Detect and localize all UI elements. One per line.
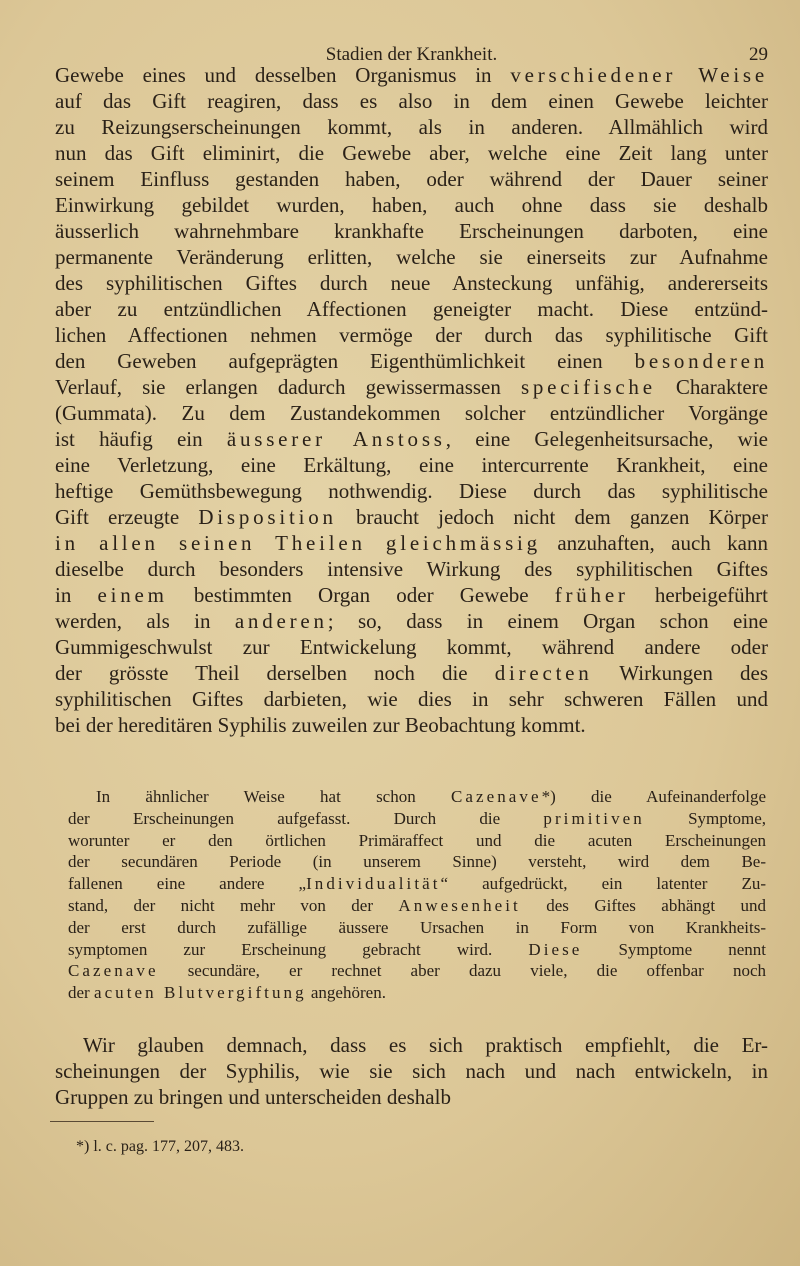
text-segment: herbeigeführt <box>628 583 768 607</box>
text-line <box>55 426 768 452</box>
text-segment: Symptome, <box>644 808 766 828</box>
text-segment: stand, der nicht mehr von der <box>68 895 399 915</box>
text-segment: aber zu entzündlichen Affectionen geneigter macht. Diese entzünd- <box>55 297 768 321</box>
emphasized-text: besonderen <box>634 349 768 373</box>
text-segment: ; so, dass in einem Organ schon eine <box>327 609 768 633</box>
text-segment: äusserlich wahrnehmbare krankhafte Erscheinungen darboten, eine <box>55 219 768 243</box>
emphasized-text: anderen <box>234 609 328 633</box>
text-line <box>55 634 768 660</box>
text-segment: zu Reizungserscheinungen kommt, als in anderen. Allmählich wird <box>55 115 768 139</box>
footnote-divider <box>50 1121 154 1122</box>
text-segment: Gift erzeugte <box>55 505 199 529</box>
text-segment: Verlauf, sie erlangen dadurch gewissermassen <box>55 375 521 399</box>
text-segment: des syphilitischen Giftes durch neue Ansteckung unfähig, andererseits <box>55 271 768 295</box>
text-line <box>68 873 766 895</box>
text-line <box>55 166 768 192</box>
text-segment: Einwirkung gebildet wurden, haben, auch ohne dass sie deshalb <box>55 193 768 217</box>
text-segment: der erst durch zufällige äussere Ursachen in Form von Krankheits- <box>68 917 766 937</box>
text-line <box>68 786 766 808</box>
emphasized-text: einem <box>97 583 168 607</box>
text-segment: in <box>55 583 98 607</box>
text-line <box>55 712 768 738</box>
emphasized-text: Diese <box>528 939 583 959</box>
text-segment: der Erscheinungen aufgefasst. Durch die <box>68 808 544 828</box>
text-line <box>55 582 768 608</box>
text-line <box>55 244 768 270</box>
text-segment: syphilitischen Giftes darbieten, wie dies in sehr schweren Fällen und <box>55 687 768 711</box>
text-line <box>55 322 768 348</box>
text-segment: worunter er den örtlichen Primäraffect und die acuten Erscheinungen <box>68 830 766 850</box>
text-segment: scheinungen der Syphilis, wie sie sich nach und nach entwickeln, in <box>55 1059 768 1083</box>
text-segment: Symptome nennt <box>582 939 766 959</box>
text-line <box>68 830 766 852</box>
text-segment: seinem Einfluss gestanden haben, oder während der Dauer seiner <box>55 167 768 191</box>
text-line <box>55 62 768 88</box>
text-segment: “ aufgedrückt, ein latenter Zu- <box>440 874 766 894</box>
emphasized-text: directen <box>494 661 593 685</box>
text-line <box>55 686 768 712</box>
text-segment: der secundären Periode (in unserem Sinne) versteht, wird dem Be- <box>68 852 766 872</box>
text-segment: symptomen zur Erscheinung gebracht wird. <box>68 939 529 959</box>
text-segment: , eine Gelegenheitsursache, wie <box>445 427 768 451</box>
text-segment: den Geweben aufgeprägten Eigenthümlichkeit einen <box>55 349 635 373</box>
text-segment: Gruppen zu bringen und unterscheiden deshalb <box>55 1085 451 1109</box>
emphasized-text: Individualität <box>306 874 441 894</box>
emphasized-text: Cazenave <box>68 961 159 981</box>
text-segment: des Giftes abhängt und <box>520 895 766 915</box>
text-line <box>55 348 768 374</box>
text-line <box>68 895 766 917</box>
text-segment: lichen Affectionen nehmen vermöge der durch das syphilitische Gift <box>55 323 768 347</box>
text-segment: angehören. <box>306 983 386 1003</box>
emphasized-text: Cazenave <box>451 787 542 806</box>
text-line <box>55 504 768 530</box>
text-line <box>55 608 768 634</box>
text-segment: heftige Gemüthsbewegung nothwendig. Diese durch das syphilitische <box>55 479 768 503</box>
text-line <box>68 982 766 1004</box>
text-segment: bestimmten Organ oder Gewebe <box>167 583 555 607</box>
text-segment: der grösste Theil derselben noch die <box>55 661 495 685</box>
emphasized-text: acuten Blutvergiftung <box>93 983 307 1003</box>
text-segment: eine Verletzung, eine Erkältung, eine intercurrente Krankheit, eine <box>55 453 768 477</box>
text-segment: permanente Veränderung erlitten, welche sie einerseits zur Aufnahme <box>55 245 768 269</box>
text-segment: bei der hereditären Syphilis zuweilen zur Beobachtung kommt. <box>55 713 586 737</box>
text-line <box>55 1084 768 1110</box>
emphasized-text: äusserer Anstoss <box>226 427 446 451</box>
text-segment: Wirkungen des <box>592 661 768 685</box>
text-line <box>55 192 768 218</box>
text-segment: In ähnlicher Weise hat schon <box>96 787 452 806</box>
text-segment: nun das Gift eliminirt, die Gewebe aber, welche eine Zeit lang unter <box>55 141 768 165</box>
text-segment: dieselbe durch besonders intensive Wirkung des syphilitischen Giftes <box>55 557 768 581</box>
page-number: 29 <box>749 44 768 65</box>
text-line <box>68 917 766 939</box>
emphasized-text: früher <box>554 583 629 607</box>
footnote: *) l. c. pag. 177, 207, 483. <box>76 1138 244 1155</box>
text-line <box>68 808 766 830</box>
closing-paragraph <box>55 1032 768 1110</box>
text-segment: anzuhaften, auch kann <box>540 531 768 555</box>
text-segment: der <box>68 983 94 1003</box>
emphasized-text: Anwesenheit <box>398 895 521 915</box>
main-paragraph <box>55 62 768 738</box>
text-line <box>55 88 768 114</box>
text-segment: werden, als in <box>55 609 235 633</box>
text-line <box>68 939 766 961</box>
text-line <box>55 400 768 426</box>
text-segment: secundäre, er rechnet aber dazu viele, die offenbar noch <box>158 961 766 981</box>
text-line <box>55 374 768 400</box>
text-line <box>55 556 768 582</box>
text-segment: Wir glauben demnach, dass es sich praktisch empfiehlt, die Er- <box>83 1033 768 1057</box>
text-line <box>55 530 768 556</box>
text-line <box>68 851 766 873</box>
text-line <box>55 296 768 322</box>
text-segment: Gewebe eines und desselben Organismus in <box>55 63 511 87</box>
text-line <box>55 270 768 296</box>
text-line <box>55 452 768 478</box>
text-line <box>55 114 768 140</box>
text-segment: Charaktere <box>655 375 768 399</box>
running-title: Stadien der Krankheit. <box>325 44 498 65</box>
text-line <box>55 218 768 244</box>
text-segment: fallenen eine andere „ <box>68 874 307 894</box>
text-line <box>55 660 768 686</box>
text-segment: ist häufig ein <box>55 427 227 451</box>
emphasized-text: primitiven <box>543 808 645 828</box>
text-line <box>55 478 768 504</box>
emphasized-text: specifische <box>520 375 656 399</box>
text-line <box>68 960 766 982</box>
text-segment: auf das Gift reagiren, dass es also in dem einen Gewebe leichter <box>55 89 768 113</box>
emphasized-text: in allen seinen Theilen gleichmässig <box>55 531 541 555</box>
text-line <box>55 1032 768 1058</box>
text-segment: (Gummata). Zu dem Zustandekommen solcher entzündlicher Vorgänge <box>55 401 768 425</box>
text-segment: Gummigeschwulst zur Entwickelung kommt, während andere oder <box>55 635 768 659</box>
emphasized-text: verschiedener Weise <box>510 63 768 87</box>
text-segment: braucht jedoch nicht dem ganzen Körper <box>336 505 768 529</box>
emphasized-text: Disposition <box>198 505 337 529</box>
text-segment: *) die Aufeinanderfolge <box>541 787 766 806</box>
text-line <box>55 1058 768 1084</box>
text-line <box>55 140 768 166</box>
small-print-paragraph <box>68 786 766 1004</box>
